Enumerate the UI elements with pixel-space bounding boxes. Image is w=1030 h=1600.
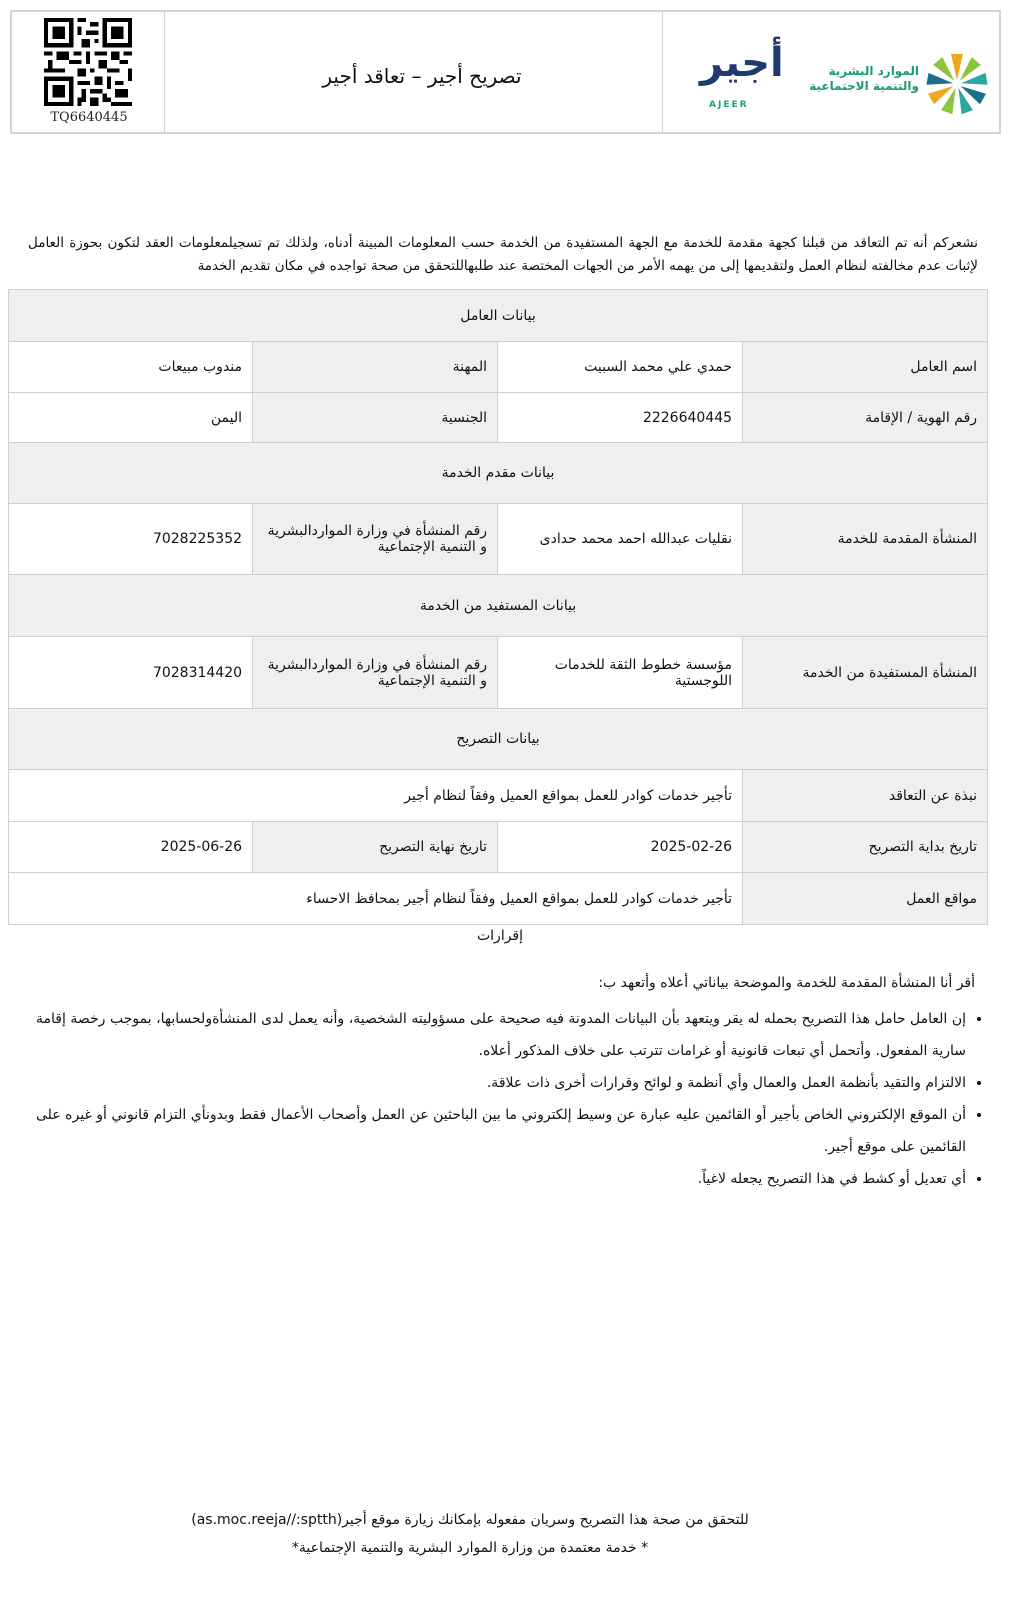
section-beneficiary-title: بيانات المستفيد من الخدمة [9, 575, 988, 637]
ministry-name [794, 64, 919, 94]
occupation-label: المهنة [253, 342, 498, 393]
worker-name-value: حمدي علي محمد السبيت [498, 342, 743, 393]
permit-start-value [498, 822, 743, 873]
beneficiary-number-label: رقم المنشأة في وزارة المواردالبشرية و التنمية الإجتماعية [253, 637, 498, 709]
provider-number: 7028225352 [152, 531, 243, 547]
contract-about-label: نبذة عن التعاقد [743, 770, 988, 822]
section-worker-title: بيانات العامل [9, 290, 988, 342]
declarations-intro: أقر أنا المنشأة المقدمة للخدمة والموضحة بياناتي أعلاه وأتعهد ب: [598, 975, 975, 991]
declaration-item: • إن العامل حامل هذا التصريح بحمله له يقر ويتعهد بأن البيانات المدونة فيه صحيحة على مسؤوليته الشخصية، وأنه يعمل لدى المنشأةولحسابها، بموجب رخصة إقامة سارية المفعول. وأتحمل أي تبعات قانونية أو غرامات تترتب على خلاف المذكور أعلاه. [36, 1003, 966, 1067]
declarations-title: إقرارات [476, 928, 524, 944]
section-permit-title: بيانات التصريح [9, 709, 988, 770]
qr-code-image [44, 18, 132, 106]
permit-end-value [9, 822, 253, 873]
declaration-item: • أي تعديل أو كشط في هذا التصريح يجعله لاغياً. [36, 1163, 966, 1195]
declaration-item: • أن الموقع الإلكتروني الخاص بأجير أو القائمين عليه عبارة عن وسيط إلكتروني ما بين الباحثين عن العمل وأصحاب الأعمال فقط وبدونأي التزام قانوني أو غيره على القائمين على موقع أجير. [36, 1099, 966, 1163]
qr-code-text: TQ6640445 [50, 110, 128, 125]
verification-note: للتحقق من صحة هذا التصريح وسريان مفعوله بإمكانك زيارة موقع أجير(as.moc.reeja//:sptth) [191, 1512, 749, 1528]
worker-name-label: اسم العامل [743, 342, 988, 393]
permit-start-label: تاريخ بداية التصريح [743, 822, 988, 873]
id-label: رقم الهوية / الإقامة [743, 393, 988, 443]
provider-number-value [9, 504, 253, 575]
nationality-label: الجنسية [253, 393, 498, 443]
work-locations-label: مواقع العمل [743, 873, 988, 925]
id-value [498, 393, 743, 443]
ministry-logo-icon [922, 50, 992, 118]
declaration-item: • الالتزام والتقيد بأنظمة العمل والعمال وأي أنظمة و لوائح وقرارات أخرى ذات علاقة. [36, 1067, 966, 1099]
ajeer-logo-latin: AJEER [709, 100, 749, 110]
contract-about-value: تأجير خدمات كوادر للعمل بمواقع العميل وفقاً لنظام أجير [9, 770, 743, 822]
id-number: 2226640445 [642, 409, 733, 426]
provider-establishment-label: المنشأة المقدمة للخدمة [743, 504, 988, 575]
approval-note: * خدمة معتمدة من وزارة الموارد البشرية والتنمية الإجتماعية* [291, 1540, 649, 1556]
permit-table [8, 289, 988, 925]
intro-paragraph: نشعركم أنه تم التعاقد من قبلنا كجهة مقدمة للخدمة مع الجهة المستفيدة من الخدمة حسب المعلومات المبينة أدناه، ولذلك تم تسجيلمعلومات العقد لتكون بحوزة العامل لإثبات عدم مخالفته لنظام العمل ولتقديمها إلى من يهمه الأمر من الجهات المختصة عند طلبهاللتحقق من صحة تواجده في مكان تقديم الخدمة [28, 235, 978, 274]
occupation-value: مندوب مبيعات [9, 342, 253, 393]
declarations-list [36, 1003, 988, 1195]
nationality-value: اليمن [9, 393, 253, 443]
provider-establishment-value: نقليات عبدالله احمد محمد حدادى [498, 504, 743, 575]
ministry-name-line2: والتنمية الاجتماعية [809, 79, 919, 93]
permit-end-label: تاريخ نهاية التصريح [253, 822, 498, 873]
section-provider-title: بيانات مقدم الخدمة [9, 443, 988, 504]
permit-end-date: 2025-06-26 [160, 839, 243, 855]
beneficiary-establishment-value: مؤسسة خطوط الثقة للخدمات اللوجستية [498, 637, 743, 709]
permit-start-date: 2025-02-26 [650, 839, 733, 855]
beneficiary-number-value [9, 637, 253, 709]
header-divider [164, 12, 165, 132]
provider-number-label: رقم المنشأة في وزارة المواردالبشرية و التنمية الإجتماعية [253, 504, 498, 575]
beneficiary-establishment-label: المنشأة المستفيدة من الخدمة [743, 637, 988, 709]
page-title: تصريح أجير – تعاقد أجير [322, 64, 522, 88]
header-divider [662, 12, 663, 132]
document-header [10, 10, 1001, 134]
ministry-name-line1: الموارد البشرية [828, 64, 919, 78]
work-locations-value: تأجير خدمات كوادر للعمل بمواقع العميل وفقاً لنظام أجير بمحافظ الاحساء [9, 873, 743, 925]
ajeer-logo-text: أجير [700, 40, 784, 86]
beneficiary-number: 7028314420 [152, 664, 243, 681]
